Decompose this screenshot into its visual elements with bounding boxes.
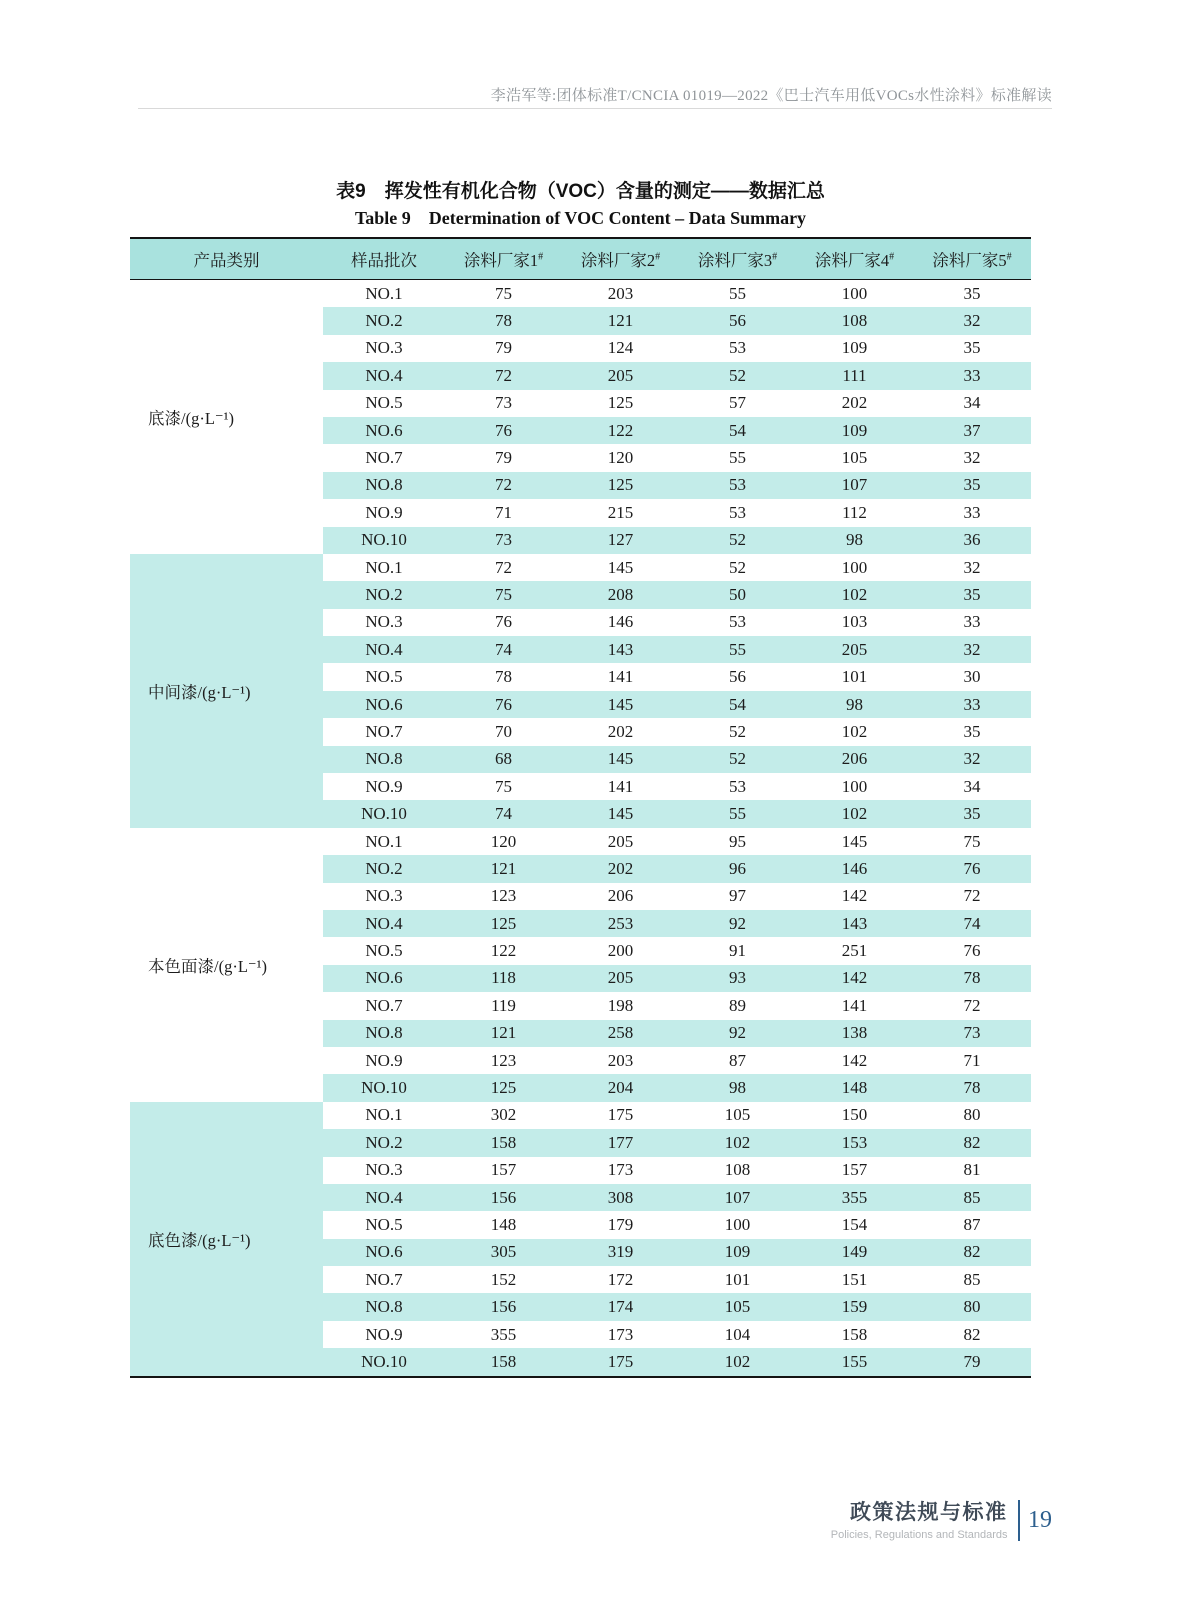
value-cell: 73	[913, 1020, 1031, 1047]
value-cell: 205	[562, 965, 679, 992]
value-cell: 179	[562, 1211, 679, 1238]
value-cell: 145	[796, 828, 913, 855]
value-cell: 32	[913, 554, 1031, 581]
value-cell: 53	[679, 773, 796, 800]
value-cell: 319	[562, 1239, 679, 1266]
value-cell: 302	[445, 1102, 562, 1129]
value-cell: 35	[913, 472, 1031, 499]
value-cell: 206	[796, 746, 913, 773]
value-cell: 107	[796, 472, 913, 499]
value-cell: 53	[679, 609, 796, 636]
column-header: 涂料厂家1#	[445, 238, 562, 280]
value-cell: 202	[562, 718, 679, 745]
value-cell: 100	[796, 280, 913, 308]
sample-cell: NO.5	[323, 1211, 445, 1238]
value-cell: 72	[445, 472, 562, 499]
value-cell: 101	[679, 1266, 796, 1293]
value-cell: 54	[679, 417, 796, 444]
sample-cell: NO.10	[323, 800, 445, 827]
value-cell: 34	[913, 390, 1031, 417]
value-cell: 32	[913, 746, 1031, 773]
value-cell: 149	[796, 1239, 913, 1266]
value-cell: 32	[913, 444, 1031, 471]
value-cell: 102	[796, 718, 913, 745]
value-cell: 157	[796, 1157, 913, 1184]
sample-cell: NO.5	[323, 390, 445, 417]
value-cell: 85	[913, 1266, 1031, 1293]
value-cell: 258	[562, 1020, 679, 1047]
value-cell: 174	[562, 1293, 679, 1320]
footer-divider	[1018, 1500, 1021, 1541]
value-cell: 156	[445, 1184, 562, 1211]
value-cell: 148	[445, 1211, 562, 1238]
value-cell: 74	[445, 636, 562, 663]
value-cell: 305	[445, 1239, 562, 1266]
sample-cell: NO.8	[323, 746, 445, 773]
value-cell: 33	[913, 499, 1031, 526]
value-cell: 71	[445, 499, 562, 526]
value-cell: 103	[796, 609, 913, 636]
value-cell: 52	[679, 746, 796, 773]
value-cell: 56	[679, 307, 796, 334]
value-cell: 142	[796, 965, 913, 992]
value-cell: 76	[445, 691, 562, 718]
value-cell: 150	[796, 1102, 913, 1129]
value-cell: 100	[796, 554, 913, 581]
column-header: 涂料厂家3#	[679, 238, 796, 280]
value-cell: 73	[445, 390, 562, 417]
value-cell: 173	[562, 1321, 679, 1348]
sample-cell: NO.4	[323, 636, 445, 663]
sample-cell: NO.3	[323, 883, 445, 910]
sample-cell: NO.6	[323, 965, 445, 992]
value-cell: 81	[913, 1157, 1031, 1184]
value-cell: 73	[445, 527, 562, 554]
value-cell: 98	[679, 1074, 796, 1101]
value-cell: 102	[796, 800, 913, 827]
value-cell: 145	[562, 691, 679, 718]
value-cell: 74	[445, 800, 562, 827]
value-cell: 125	[445, 1074, 562, 1101]
sample-cell: NO.10	[323, 1074, 445, 1101]
value-cell: 32	[913, 307, 1031, 334]
category-cell: 本色面漆/(g·L⁻¹)	[130, 828, 323, 1102]
sample-cell: NO.7	[323, 1266, 445, 1293]
value-cell: 76	[445, 609, 562, 636]
value-cell: 102	[796, 581, 913, 608]
voc-table	[130, 237, 1031, 1378]
value-cell: 76	[913, 855, 1031, 882]
sample-cell: NO.8	[323, 472, 445, 499]
value-cell: 79	[445, 444, 562, 471]
value-cell: 203	[562, 1047, 679, 1074]
value-cell: 107	[679, 1184, 796, 1211]
value-cell: 33	[913, 362, 1031, 389]
value-cell: 111	[796, 362, 913, 389]
value-cell: 57	[679, 390, 796, 417]
value-cell: 35	[913, 280, 1031, 308]
value-cell: 108	[679, 1157, 796, 1184]
value-cell: 78	[913, 1074, 1031, 1101]
value-cell: 145	[562, 746, 679, 773]
value-cell: 78	[913, 965, 1031, 992]
value-cell: 158	[445, 1348, 562, 1376]
value-cell: 112	[796, 499, 913, 526]
value-cell: 141	[796, 992, 913, 1019]
table-title-en: Table 9 Determination of VOC Content – Data Summary	[354, 208, 807, 228]
value-cell: 215	[562, 499, 679, 526]
sample-cell: NO.9	[323, 499, 445, 526]
page-footer	[831, 1500, 1052, 1541]
value-cell: 85	[913, 1184, 1031, 1211]
voc-table-head	[130, 238, 1031, 280]
value-cell: 80	[913, 1102, 1031, 1129]
value-cell: 80	[913, 1293, 1031, 1320]
value-cell: 105	[796, 444, 913, 471]
column-header: 样品批次	[323, 238, 445, 280]
value-cell: 124	[562, 335, 679, 362]
value-cell: 54	[679, 691, 796, 718]
table-row	[130, 554, 1031, 581]
value-cell: 33	[913, 691, 1031, 718]
sample-cell: NO.9	[323, 773, 445, 800]
value-cell: 82	[913, 1321, 1031, 1348]
column-header: 涂料厂家5#	[913, 238, 1031, 280]
value-cell: 97	[679, 883, 796, 910]
value-cell: 253	[562, 910, 679, 937]
value-cell: 141	[562, 663, 679, 690]
value-cell: 74	[913, 910, 1031, 937]
category-cell: 底漆/(g·L⁻¹)	[130, 280, 323, 554]
value-cell: 308	[562, 1184, 679, 1211]
sample-cell: NO.2	[323, 307, 445, 334]
sample-cell: NO.9	[323, 1047, 445, 1074]
value-cell: 96	[679, 855, 796, 882]
sample-cell: NO.1	[323, 554, 445, 581]
value-cell: 159	[796, 1293, 913, 1320]
value-cell: 55	[679, 444, 796, 471]
value-cell: 35	[913, 581, 1031, 608]
value-cell: 78	[445, 307, 562, 334]
value-cell: 205	[562, 828, 679, 855]
sample-cell: NO.4	[323, 362, 445, 389]
value-cell: 355	[796, 1184, 913, 1211]
value-cell: 87	[913, 1211, 1031, 1238]
sample-cell: NO.1	[323, 828, 445, 855]
value-cell: 53	[679, 472, 796, 499]
value-cell: 142	[796, 1047, 913, 1074]
footer-section	[831, 1500, 1008, 1541]
value-cell: 79	[913, 1348, 1031, 1376]
sample-cell: NO.7	[323, 444, 445, 471]
sample-cell: NO.2	[323, 581, 445, 608]
sample-cell: NO.1	[323, 280, 445, 308]
value-cell: 30	[913, 663, 1031, 690]
value-cell: 109	[796, 417, 913, 444]
value-cell: 68	[445, 746, 562, 773]
value-cell: 109	[796, 335, 913, 362]
value-cell: 203	[562, 280, 679, 308]
value-cell: 158	[445, 1129, 562, 1156]
value-cell: 125	[562, 390, 679, 417]
value-cell: 52	[679, 362, 796, 389]
value-cell: 102	[679, 1129, 796, 1156]
header-rule	[138, 108, 1052, 109]
column-header: 产品类别	[130, 238, 323, 280]
value-cell: 95	[679, 828, 796, 855]
voc-table-body	[130, 280, 1031, 1377]
value-cell: 205	[796, 636, 913, 663]
value-cell: 158	[796, 1321, 913, 1348]
sample-cell: NO.3	[323, 1157, 445, 1184]
value-cell: 55	[679, 636, 796, 663]
value-cell: 37	[913, 417, 1031, 444]
sample-cell: NO.4	[323, 1184, 445, 1211]
sample-cell: NO.6	[323, 417, 445, 444]
value-cell: 35	[913, 718, 1031, 745]
value-cell: 119	[445, 992, 562, 1019]
value-cell: 100	[796, 773, 913, 800]
value-cell: 82	[913, 1239, 1031, 1266]
value-cell: 72	[913, 883, 1031, 910]
footer-section-subtitle: Policies, Regulations and Standards	[830, 1529, 1008, 1541]
value-cell: 104	[679, 1321, 796, 1348]
value-cell: 202	[796, 390, 913, 417]
value-cell: 34	[913, 773, 1031, 800]
value-cell: 125	[562, 472, 679, 499]
value-cell: 152	[445, 1266, 562, 1293]
sample-cell: NO.10	[323, 527, 445, 554]
value-cell: 102	[679, 1348, 796, 1376]
value-cell: 36	[913, 527, 1031, 554]
sample-cell: NO.5	[323, 937, 445, 964]
value-cell: 105	[679, 1293, 796, 1320]
value-cell: 71	[913, 1047, 1031, 1074]
value-cell: 53	[679, 335, 796, 362]
value-cell: 172	[562, 1266, 679, 1293]
sample-cell: NO.7	[323, 992, 445, 1019]
page-number: 19	[1028, 1507, 1052, 1533]
value-cell: 92	[679, 1020, 796, 1047]
value-cell: 76	[913, 937, 1031, 964]
value-cell: 122	[445, 937, 562, 964]
value-cell: 72	[913, 992, 1031, 1019]
value-cell: 72	[445, 362, 562, 389]
value-cell: 251	[796, 937, 913, 964]
value-cell: 198	[562, 992, 679, 1019]
value-cell: 122	[562, 417, 679, 444]
value-cell: 55	[679, 800, 796, 827]
footer-section-title: 政策法规与标准	[850, 1501, 1008, 1524]
value-cell: 56	[679, 663, 796, 690]
value-cell: 123	[445, 1047, 562, 1074]
value-cell: 92	[679, 910, 796, 937]
sample-cell: NO.2	[323, 1129, 445, 1156]
category-cell: 底色漆/(g·L⁻¹)	[130, 1102, 323, 1377]
table-row	[130, 828, 1031, 855]
value-cell: 143	[562, 636, 679, 663]
value-cell: 173	[562, 1157, 679, 1184]
value-cell: 143	[796, 910, 913, 937]
sample-cell: NO.6	[323, 1239, 445, 1266]
sample-cell: NO.10	[323, 1348, 445, 1376]
column-header: 涂料厂家2#	[562, 238, 679, 280]
value-cell: 75	[445, 280, 562, 308]
value-cell: 202	[562, 855, 679, 882]
value-cell: 151	[796, 1266, 913, 1293]
sample-cell: NO.1	[323, 1102, 445, 1129]
value-cell: 355	[445, 1321, 562, 1348]
sample-cell: NO.3	[323, 609, 445, 636]
sample-cell: NO.2	[323, 855, 445, 882]
value-cell: 121	[562, 307, 679, 334]
value-cell: 146	[796, 855, 913, 882]
value-cell: 100	[679, 1211, 796, 1238]
value-cell: 35	[913, 335, 1031, 362]
value-cell: 91	[679, 937, 796, 964]
value-cell: 35	[913, 800, 1031, 827]
value-cell: 98	[796, 527, 913, 554]
value-cell: 142	[796, 883, 913, 910]
value-cell: 206	[562, 883, 679, 910]
value-cell: 204	[562, 1074, 679, 1101]
value-cell: 120	[562, 444, 679, 471]
value-cell: 118	[445, 965, 562, 992]
value-cell: 121	[445, 1020, 562, 1047]
value-cell: 109	[679, 1239, 796, 1266]
value-cell: 53	[679, 499, 796, 526]
running-head: 李浩军等:团体标准T/CNCIA 01019—2022《巴士汽车用低VOCs水性涂料》标准解读	[490, 88, 1052, 104]
value-cell: 157	[445, 1157, 562, 1184]
value-cell: 78	[445, 663, 562, 690]
value-cell: 93	[679, 965, 796, 992]
value-cell: 52	[679, 718, 796, 745]
value-cell: 138	[796, 1020, 913, 1047]
value-cell: 79	[445, 335, 562, 362]
table-row	[130, 1102, 1031, 1129]
value-cell: 125	[445, 910, 562, 937]
value-cell: 120	[445, 828, 562, 855]
value-cell: 33	[913, 609, 1031, 636]
value-cell: 123	[445, 883, 562, 910]
sample-cell: NO.3	[323, 335, 445, 362]
value-cell: 75	[913, 828, 1031, 855]
value-cell: 75	[445, 773, 562, 800]
sample-cell: NO.7	[323, 718, 445, 745]
value-cell: 76	[445, 417, 562, 444]
value-cell: 141	[562, 773, 679, 800]
value-cell: 154	[796, 1211, 913, 1238]
value-cell: 208	[562, 581, 679, 608]
value-cell: 75	[445, 581, 562, 608]
value-cell: 82	[913, 1129, 1031, 1156]
value-cell: 205	[562, 362, 679, 389]
sample-cell: NO.8	[323, 1293, 445, 1320]
sample-cell: NO.5	[323, 663, 445, 690]
value-cell: 145	[562, 800, 679, 827]
value-cell: 145	[562, 554, 679, 581]
sample-cell: NO.9	[323, 1321, 445, 1348]
value-cell: 101	[796, 663, 913, 690]
value-cell: 175	[562, 1348, 679, 1376]
value-cell: 127	[562, 527, 679, 554]
sample-cell: NO.8	[323, 1020, 445, 1047]
value-cell: 98	[796, 691, 913, 718]
value-cell: 32	[913, 636, 1031, 663]
value-cell: 156	[445, 1293, 562, 1320]
value-cell: 108	[796, 307, 913, 334]
value-cell: 148	[796, 1074, 913, 1101]
sample-cell: NO.6	[323, 691, 445, 718]
value-cell: 146	[562, 609, 679, 636]
table-row	[130, 280, 1031, 308]
header-row	[130, 238, 1031, 280]
value-cell: 70	[445, 718, 562, 745]
value-cell: 200	[562, 937, 679, 964]
value-cell: 175	[562, 1102, 679, 1129]
sample-cell: NO.4	[323, 910, 445, 937]
value-cell: 72	[445, 554, 562, 581]
value-cell: 55	[679, 280, 796, 308]
value-cell: 155	[796, 1348, 913, 1376]
value-cell: 52	[679, 527, 796, 554]
value-cell: 52	[679, 554, 796, 581]
category-cell: 中间漆/(g·L⁻¹)	[130, 554, 323, 828]
value-cell: 121	[445, 855, 562, 882]
value-cell: 153	[796, 1129, 913, 1156]
value-cell: 177	[562, 1129, 679, 1156]
column-header: 涂料厂家4#	[796, 238, 913, 280]
table-title-zh: 表9 挥发性有机化合物（VOC）含量的测定——数据汇总	[336, 181, 825, 202]
value-cell: 105	[679, 1102, 796, 1129]
value-cell: 89	[679, 992, 796, 1019]
value-cell: 87	[679, 1047, 796, 1074]
value-cell: 50	[679, 581, 796, 608]
